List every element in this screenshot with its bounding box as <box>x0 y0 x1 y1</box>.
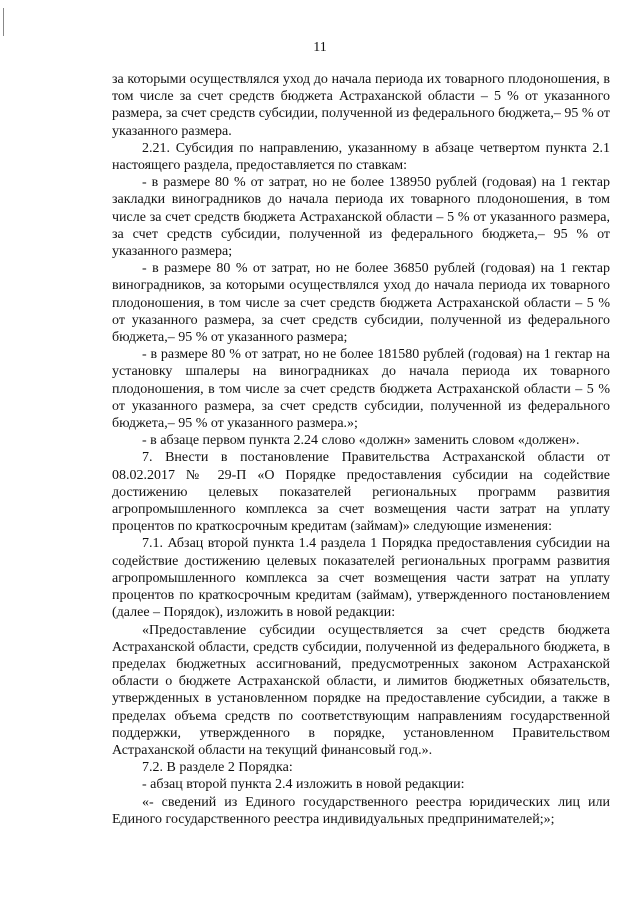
paragraph-2-24-change: - в абзаце первом пункта 2.24 слово «должн» заменить словом «должен». <box>142 433 580 449</box>
paragraph-continuation: за которыми осуществлялся уход до начала периода их товарного плодоношения, в том числе за счет средств бюджета Астраханской области – 5 % от указанного размера, за счет средств субсидии, полученной из федерального бюджета,– 95 % от указанного размера. <box>112 72 610 139</box>
margin-scan-mark <box>3 8 4 36</box>
paragraph-rate-trellis: - в размере 80 % от затрат, но не более 181580 рублей (годовая) на 1 гектар на установку шпалеры на виноградниках до начала периода их товарного плодоношения, в том числе за счет средств бюджета Астраханской области – 5 % от указанного размера, за счет средств субсидии, полученной из федерального бюджета,– 95 % от указанного размера.»; <box>112 347 610 432</box>
paragraph-7-2: 7.2. В разделе 2 Порядка: <box>142 760 293 776</box>
paragraph-2-21: 2.21. Субсидия по направлению, указанному в абзаце четвертом пункта 2.1 настоящего раздела, предоставляется по ставкам: <box>112 140 610 174</box>
paragraph-rate-planting: - в размере 80 % от затрат, но не более 138950 рублей (годовая) на 1 гектар закладки виноградников до начала периода их товарного плодоношения, в том числе за счет средств бюджета Астраханской области – 5 % от указанного размера, за счет средств субсидии, полученной из федерального бюджета,– 95 % от указанного размера; <box>112 175 610 260</box>
document-body <box>112 71 610 828</box>
paragraph-7: 7. Внести в постановление Правительства Астраханской области от 08.02.2017 № 29-П «О Порядке предоставления субсидии на содействие достижению целевых показателей региональных программ развития агропромышленного комплекса за счет возмещения части затрат на уплату процентов по краткосрочным кредитам (займам)» следующие изменения: <box>112 450 610 535</box>
paragraph-quote-registry: «- сведений из Единого государственного реестра юридических лиц или Единого государственного реестра индивидуальных предпринимателей;»; <box>112 794 610 827</box>
paragraph-rate-care: - в размере 80 % от затрат, но не более 36850 рублей (годовая) на 1 гектар виноградников, за которыми осуществлялся уход до начала периода их товарного плодоношения, в том числе за счет средств бюджета Астраханской области – 5 % от указанного размера, за счет средств субсидии, полученной из федерального бюджета,– 95 % от указанного размера; <box>112 261 610 346</box>
page-number: 11 <box>313 40 327 55</box>
paragraph-2-4-change: - абзац второй пункта 2.4 изложить в новой редакции: <box>142 777 465 793</box>
paragraph-quote-subsidy: «Предоставление субсидии осуществляется за счет средств бюджета Астраханской области, средств субсидии, полученной из федерального бюджета, в пределах бюджетных ассигнований, предусмотренных законом Астраханской области о бюджете Астраханской области, и лимитов бюджетных обязательств, утвержденных в установленном порядке на предоставление субсидии, а также в пределах объема средств по соответствующим направлениям государственной поддержки, утвержденного в порядке, установленном Правительством Астраханской области на текущий финансовый год.». <box>112 622 610 758</box>
paragraph-7-1: 7.1. Абзац второй пункта 1.4 раздела 1 Порядка предоставления субсидии на содействие достижению целевых показателей региональных программ развития агропромышленного комплекса за счет возмещения части затрат на уплату процентов по краткосрочным кредитам (займам), утвержденного постановлением (далее – Порядок), изложить в новой редакции: <box>112 536 610 621</box>
